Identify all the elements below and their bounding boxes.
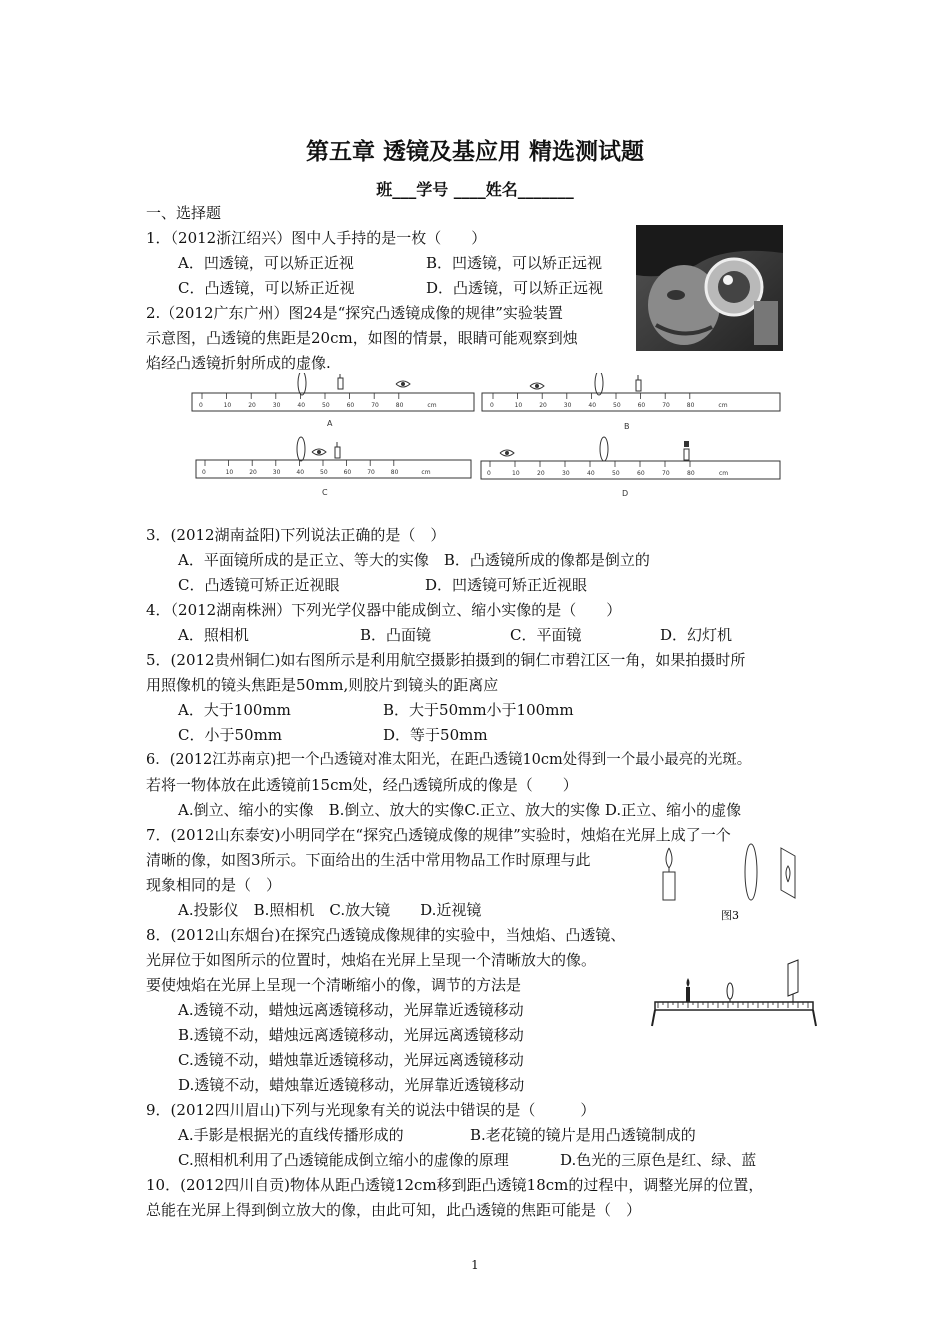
q5-line-2: 用照像机的镜头焦距是50mm,则胶片到镜头的距离应 bbox=[146, 676, 499, 694]
page-title: 第五章 透镜及基应用 精选测试题 bbox=[305, 139, 644, 165]
ruler-tick-label: 40 bbox=[588, 402, 597, 409]
ruler-tick-label: 40 bbox=[296, 469, 305, 476]
q7-options: A.投影仪 B.照相机 C.放大镜 D.近视镜 bbox=[178, 901, 482, 919]
q4-stem: 4．（2012湖南株洲）下列光学仪器中能成倒立、缩小实像的是（ ） bbox=[146, 601, 622, 619]
ruler-tick-label: 50 bbox=[612, 470, 620, 477]
diagram-label-a: A bbox=[327, 419, 333, 428]
ruler-tick-label: 30 bbox=[562, 470, 570, 477]
ruler-tick-label: 20 bbox=[537, 470, 545, 477]
ruler-tick-label: 60 bbox=[637, 470, 645, 477]
q6-line-2: 若将一物体放在此透镜前15cm处，经凸透镜所成的像是（ ） bbox=[146, 776, 578, 794]
q8-option-c: C.透镜不动，蜡烛靠近透镜移动，光屏远离透镜移动 bbox=[178, 1051, 524, 1069]
q9-option-c: C.照相机利用了凸透镜能成倒立缩小的虚像的原理 bbox=[178, 1151, 509, 1169]
diagram-b bbox=[482, 373, 780, 431]
q5-option-c: C．小于50mm bbox=[178, 726, 283, 744]
page-number: 1 bbox=[471, 1258, 479, 1272]
q1-option-a: A．凹透镜，可以矫正近视 bbox=[178, 254, 354, 272]
q9-option-b: B.老花镜的镜片是用凸透镜制成的 bbox=[470, 1126, 696, 1144]
q8-line-3: 要使烛焰在光屏上呈现一个清晰缩小的像，调节的方法是 bbox=[146, 976, 522, 994]
q5-option-b: B．大于50mm小于100mm bbox=[383, 701, 574, 719]
q9-option-d: D.色光的三原色是红、绿、蓝 bbox=[560, 1151, 757, 1169]
q4-option-b: B．凸面镜 bbox=[360, 626, 432, 644]
ruler-tick-label: 80 bbox=[390, 469, 399, 476]
q8-line-1: 8．(2012山东烟台)在探究凸透镜成像规律的实验中，当烛焰、凸透镜、 bbox=[146, 926, 626, 944]
student-info-line: 班___学号 ____姓名_______ bbox=[376, 180, 574, 199]
q8-option-b: B.透镜不动，蜡烛远离透镜移动，光屏远离透镜移动 bbox=[178, 1026, 524, 1044]
q5-option-a: A．大于100mm bbox=[178, 701, 291, 719]
q3-stem: 3．(2012湖南益阳)下列说法正确的是（ ） bbox=[146, 526, 446, 544]
q9-option-a: A.手影是根据光的直线传播形成的 bbox=[178, 1126, 404, 1144]
q7-line-2: 清晰的像，如图3所示。下面给出的生活中常用物品工作时原理与此 bbox=[146, 851, 591, 869]
ruler-tick-label: 0 bbox=[202, 469, 206, 476]
ruler-tick-label: 50 bbox=[320, 469, 328, 476]
q3-option-d: D．凹透镜可矫正近视眼 bbox=[425, 576, 588, 594]
diagram-label-b: B bbox=[624, 422, 630, 431]
magnifier-photo bbox=[636, 225, 783, 351]
figure-3-label: 图3 bbox=[721, 909, 739, 922]
ruler-tick-label: 10 bbox=[225, 469, 234, 476]
q9-stem: 9．(2012四川眉山)下列与光现象有关的说法中错误的是（ ） bbox=[146, 1101, 596, 1119]
ruler-tick-label: 80 bbox=[395, 402, 404, 409]
ruler-unit-label: cm bbox=[719, 470, 729, 477]
ruler-tick-label: 10 bbox=[512, 470, 520, 477]
diagram-d bbox=[481, 437, 780, 498]
optical-bench-figure bbox=[650, 958, 820, 1028]
ruler-tick-label: 30 bbox=[272, 402, 281, 409]
candle-lens-screen-figure bbox=[655, 842, 815, 922]
q10-line-1: 10．(2012四川自贡)物体从距凸透镜12cm移到距凸透镜18cm的过程中，调整光屏的位置， bbox=[146, 1176, 764, 1194]
ruler-tick-label: 0 bbox=[487, 470, 491, 477]
q4-option-a: A．照相机 bbox=[178, 626, 249, 644]
q1-stem: 1．（2012浙江绍兴）图中人手持的是一枚（ ） bbox=[146, 229, 487, 247]
q2-line-1: 2.（2012广东广州）图24是“探究凸透镜成像的规律”实验装置 bbox=[146, 304, 563, 322]
q5-line-1: 5．(2012贵州铜仁)如右图所示是利用航空摄影拍摄到的铜仁市碧江区一角，如果拍摄时所 bbox=[146, 651, 746, 669]
diagram-label-c: C bbox=[322, 488, 328, 497]
q8-line-2: 光屏位于如图所示的位置时，烛焰在光屏上呈现一个清晰放大的像。 bbox=[146, 951, 597, 969]
diagram-c bbox=[196, 437, 471, 497]
ruler-tick-label: 20 bbox=[539, 402, 547, 409]
ruler-tick-label: 30 bbox=[272, 469, 281, 476]
ruler-tick-label: 50 bbox=[613, 402, 621, 409]
diagram-label-d: D bbox=[622, 489, 629, 498]
q7-line-1: 7．(2012山东泰安)小明同学在“探究凸透镜成像的规律”实验时，烛焰在光屏上成了一个 bbox=[146, 826, 731, 844]
q10-line-2: 总能在光屏上得到倒立放大的像，由此可知，此凸透镜的焦距可能是（ ） bbox=[146, 1201, 642, 1219]
ruler-tick-label: 70 bbox=[662, 470, 670, 477]
section-heading: 一、选择题 bbox=[146, 204, 222, 222]
ruler-tick-label: 60 bbox=[637, 402, 646, 409]
q1-option-d: D．凸透镜，可以矫正远视 bbox=[426, 279, 604, 297]
q8-option-d: D.透镜不动，蜡烛靠近透镜移动，光屏靠近透镜移动 bbox=[178, 1076, 525, 1094]
ruler-tick-label: 10 bbox=[514, 402, 523, 409]
q6-line-1: 6．(2012江苏南京)把一个凸透镜对准太阳光，在距凸透镜10cm处得到一个最小最亮的光斑。 bbox=[146, 752, 752, 768]
ruler-tick-label: 70 bbox=[371, 402, 379, 409]
ruler-unit-label: cm bbox=[718, 402, 728, 409]
ruler-tick-label: 60 bbox=[343, 469, 352, 476]
q5-option-d: D．等于50mm bbox=[383, 726, 488, 744]
ruler-unit-label: cm bbox=[421, 469, 431, 476]
ruler-tick-label: 40 bbox=[297, 402, 306, 409]
q2-line-2: 示意图，凸透镜的焦距是20cm，如图的情景，眼睛可能观察到烛 bbox=[146, 329, 578, 347]
q1-option-b: B．凹透镜，可以矫正远视 bbox=[426, 254, 603, 272]
q4-option-d: D．幻灯机 bbox=[660, 626, 733, 644]
q7-line-3: 现象相同的是（ ） bbox=[146, 876, 282, 894]
q1-option-c: C．凸透镜，可以矫正近视 bbox=[178, 279, 355, 297]
q3-options-ab: A．平面镜所成的是正立、等大的实像 B．凸透镜所成的像都是倒立的 bbox=[178, 551, 650, 569]
q4-option-c: C．平面镜 bbox=[510, 626, 582, 644]
q8-option-a: A.透镜不动，蜡烛远离透镜移动，光屏靠近透镜移动 bbox=[178, 1001, 524, 1019]
ruler-tick-label: 30 bbox=[563, 402, 572, 409]
ruler-tick-label: 80 bbox=[687, 470, 695, 477]
q3-option-c: C．凸透镜可矫正近视眼 bbox=[178, 576, 340, 594]
ruler-tick-label: 10 bbox=[223, 402, 232, 409]
ruler-tick-label: 20 bbox=[249, 469, 257, 476]
ruler-tick-label: 80 bbox=[686, 402, 695, 409]
ruler-tick-label: 40 bbox=[587, 470, 595, 477]
optical-bench-diagrams bbox=[190, 373, 790, 503]
q6-options: A.倒立、缩小的实像 B.倒立、放大的实像C.正立、放大的实像 D.正立、缩小的虚像 bbox=[178, 801, 742, 819]
diagram-a bbox=[192, 373, 474, 428]
q2-line-3: 焰经凸透镜折射所成的虚像. bbox=[146, 354, 331, 372]
ruler-unit-label: cm bbox=[427, 402, 437, 409]
ruler-tick-label: 20 bbox=[248, 402, 256, 409]
ruler-tick-label: 70 bbox=[662, 402, 670, 409]
ruler-tick-label: 0 bbox=[490, 402, 494, 409]
ruler-tick-label: 60 bbox=[346, 402, 355, 409]
ruler-tick-label: 0 bbox=[199, 402, 203, 409]
ruler-tick-label: 70 bbox=[367, 469, 375, 476]
ruler-tick-label: 50 bbox=[322, 402, 330, 409]
